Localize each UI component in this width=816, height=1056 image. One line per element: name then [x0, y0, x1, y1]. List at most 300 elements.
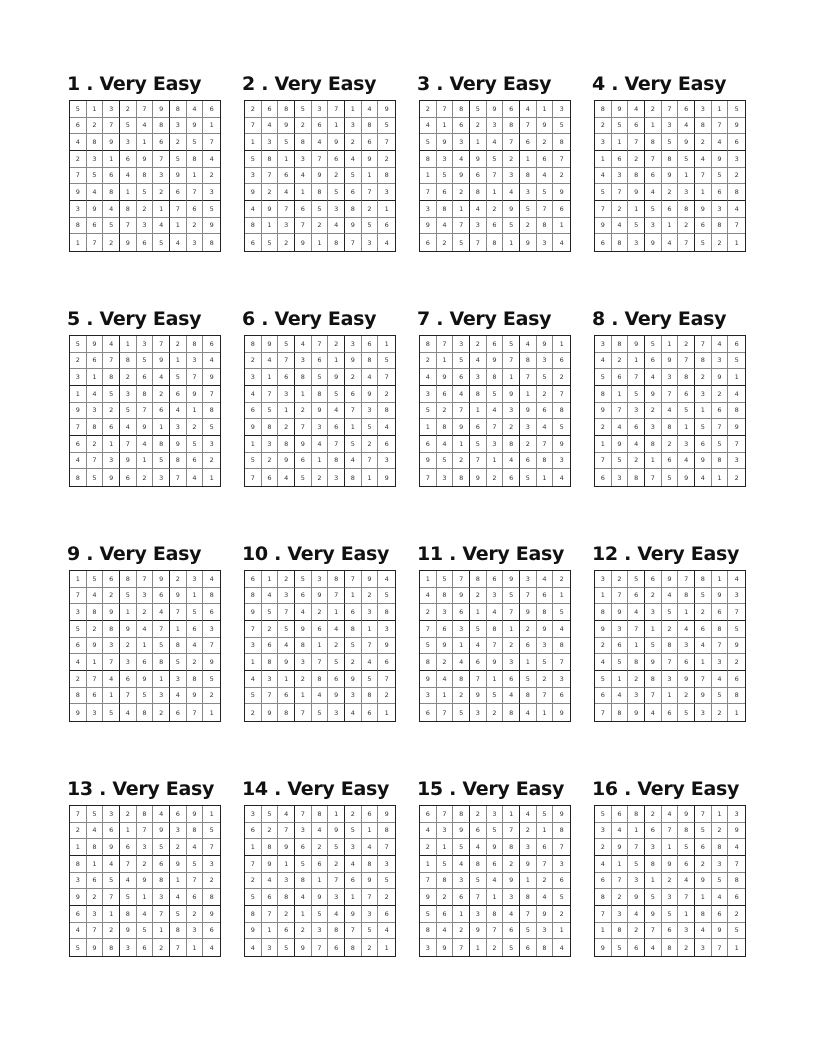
sudoku-cell: 4: [537, 889, 554, 906]
sudoku-cell: 8: [487, 234, 504, 251]
sudoku-cell: 9: [312, 889, 329, 906]
sudoku-cell: 6: [470, 168, 487, 185]
sudoku-cell: 4: [487, 134, 504, 151]
sudoku-cell: 4: [453, 386, 470, 403]
sudoku-cell: 5: [470, 873, 487, 890]
sudoku-cell: 1: [137, 134, 154, 151]
sudoku-cell: 3: [362, 906, 379, 923]
sudoku-cell: 3: [553, 453, 570, 470]
sudoku-cell: 2: [70, 671, 87, 688]
sudoku-cell: 6: [662, 704, 679, 721]
sudoku-cell: 8: [87, 604, 104, 621]
sudoku-cell: 7: [612, 403, 629, 420]
sudoku-cell: 8: [537, 218, 554, 235]
sudoku-cell: 6: [120, 839, 137, 856]
sudoku-grid: [419, 570, 571, 722]
sudoku-cell: 2: [245, 353, 262, 370]
sudoku-cell: 4: [470, 353, 487, 370]
sudoku-cell: 6: [695, 621, 712, 638]
sudoku-cell: 1: [87, 856, 104, 873]
sudoku-grid: [69, 100, 221, 252]
sudoku-cell: 6: [712, 906, 729, 923]
sudoku-cell: 9: [612, 101, 629, 118]
sudoku-cell: 5: [170, 369, 187, 386]
sudoku-cell: 3: [712, 201, 729, 218]
sudoku-cell: 7: [712, 118, 729, 135]
sudoku-cell: 8: [645, 671, 662, 688]
sudoku-cell: 9: [245, 419, 262, 436]
sudoku-cell: 9: [470, 688, 487, 705]
sudoku-cell: 6: [345, 184, 362, 201]
sudoku-cell: 2: [712, 704, 729, 721]
sudoku-cell: 2: [328, 168, 345, 185]
sudoku-cell: 9: [384, 473, 389, 482]
sudoku-cell: 7: [728, 856, 745, 873]
sudoku-cell: 2: [503, 151, 520, 168]
sudoku-cell: 6: [378, 436, 395, 453]
sudoku-cell: 4: [662, 806, 679, 823]
sudoku-cell: 4: [378, 923, 395, 940]
sudoku-cell: 6: [437, 621, 454, 638]
sudoku-cell: 4: [245, 201, 262, 218]
sudoku-cell: 3: [470, 906, 487, 923]
sudoku-cell: 8: [612, 336, 629, 353]
sudoku-cell: 8: [378, 823, 395, 840]
sudoku-cell: 7: [553, 151, 570, 168]
sudoku-cell: 2: [553, 369, 570, 386]
sudoku-cell: 3: [203, 184, 220, 201]
sudoku-cell: 5: [295, 571, 312, 588]
sudoku-cell: 8: [595, 604, 612, 621]
sudoku-cell: 5: [87, 168, 104, 185]
sudoku-cell: 6: [278, 369, 295, 386]
sudoku-cell: 5: [503, 939, 520, 956]
sudoku-cell: 7: [137, 571, 154, 588]
sudoku-cell: 9: [70, 184, 87, 201]
sudoku-cell: 3: [262, 671, 279, 688]
sudoku-cell: 7: [362, 184, 379, 201]
sudoku-cell: 1: [153, 201, 170, 218]
sudoku-cell: 3: [645, 218, 662, 235]
sudoku-cell: 2: [470, 336, 487, 353]
sudoku-cell: 4: [420, 369, 437, 386]
sudoku-cell: 3: [312, 419, 329, 436]
sudoku-cell: 5: [187, 436, 204, 453]
sudoku-cell: 5: [362, 419, 379, 436]
sudoku-cell: 3: [378, 621, 395, 638]
sudoku-cell: 1: [153, 671, 170, 688]
sudoku-cell: 7: [437, 336, 454, 353]
sudoku-cell: 4: [628, 906, 645, 923]
sudoku-cell: 4: [728, 201, 745, 218]
sudoku-cell: 6: [312, 621, 329, 638]
sudoku-grid: [244, 805, 396, 957]
sudoku-cell: 9: [695, 453, 712, 470]
sudoku-cell: 9: [87, 638, 104, 655]
sudoku-cell: 4: [678, 873, 695, 890]
sudoku-cell: 2: [328, 336, 345, 353]
sudoku-cell: 1: [170, 353, 187, 370]
sudoku-cell: 4: [728, 571, 745, 588]
sudoku-cell: 9: [487, 101, 504, 118]
sudoku-cell: 8: [103, 939, 120, 956]
sudoku-cell: 1: [695, 184, 712, 201]
sudoku-cell: 4: [728, 386, 745, 403]
sudoku-cell: 7: [695, 168, 712, 185]
sudoku-cell: 6: [595, 873, 612, 890]
sudoku-cell: 5: [120, 889, 137, 906]
sudoku-cell: 7: [420, 184, 437, 201]
sudoku-cell: 6: [595, 234, 612, 251]
sudoku-cell: 5: [170, 654, 187, 671]
sudoku-cell: 4: [595, 353, 612, 370]
sudoku-cell: 8: [453, 671, 470, 688]
sudoku-cell: 7: [262, 688, 279, 705]
sudoku-cell: 6: [712, 184, 729, 201]
sudoku-cell: 5: [420, 134, 437, 151]
sudoku-cell: 3: [437, 604, 454, 621]
sudoku-cell: 4: [312, 823, 329, 840]
sudoku-cell: 2: [203, 453, 220, 470]
sudoku-cell: 8: [487, 369, 504, 386]
sudoku-cell: 8: [437, 873, 454, 890]
sudoku-cell: 3: [245, 806, 262, 823]
sudoku-cell: 1: [420, 168, 437, 185]
sudoku-cell: 8: [70, 688, 87, 705]
sudoku-cell: 5: [378, 873, 395, 890]
sudoku-cell: 6: [712, 604, 729, 621]
sudoku-cell: 6: [728, 336, 745, 353]
sudoku-cell: 7: [245, 856, 262, 873]
sudoku-cell: 7: [595, 704, 612, 721]
sudoku-cell: 4: [70, 654, 87, 671]
sudoku-cell: 6: [187, 453, 204, 470]
sudoku-cell: 3: [503, 168, 520, 185]
sudoku-cell: 2: [245, 704, 262, 721]
sudoku-cell: 2: [645, 403, 662, 420]
sudoku-cell: 8: [262, 151, 279, 168]
sudoku-cell: 9: [559, 708, 564, 717]
sudoku-cell: 8: [695, 571, 712, 588]
sudoku-cell: 8: [537, 604, 554, 621]
sudoku-cell: 1: [645, 621, 662, 638]
sudoku-cell: 6: [245, 571, 262, 588]
sudoku-cell: 7: [487, 419, 504, 436]
sudoku-cell: 9: [645, 234, 662, 251]
sudoku-cell: 3: [537, 353, 554, 370]
sudoku-cell: 6: [612, 369, 629, 386]
sudoku-cell: 9: [520, 856, 537, 873]
sudoku-cell: 4: [487, 873, 504, 890]
sudoku-cell: 6: [612, 151, 629, 168]
sudoku-cell: 3: [695, 101, 712, 118]
sudoku-cell: 6: [537, 839, 554, 856]
sudoku-cell: 2: [734, 473, 739, 482]
sudoku-cell: 2: [120, 806, 137, 823]
sudoku-cell: 6: [487, 571, 504, 588]
sudoku-cell: 2: [87, 889, 104, 906]
sudoku-cell: 5: [628, 571, 645, 588]
sudoku-cell: 7: [187, 369, 204, 386]
sudoku-cell: 9: [278, 118, 295, 135]
sudoku-cell: 2: [595, 839, 612, 856]
sudoku-cell: 3: [470, 218, 487, 235]
sudoku-cell: 4: [328, 218, 345, 235]
sudoku-cell: 7: [295, 806, 312, 823]
sudoku-cell: 9: [262, 336, 279, 353]
sudoku-cell: 1: [345, 588, 362, 605]
sudoku-cell: 1: [537, 101, 554, 118]
sudoku-cell: 3: [170, 419, 187, 436]
sudoku-cell: 7: [378, 839, 395, 856]
sudoku-cell: 9: [553, 436, 570, 453]
sudoku-cell: 8: [328, 923, 345, 940]
sudoku-cell: 2: [437, 234, 454, 251]
sudoku-cell: 6: [187, 201, 204, 218]
sudoku-cell: 4: [103, 336, 120, 353]
sudoku-cell: 3: [595, 571, 612, 588]
sudoku-cell: 8: [87, 134, 104, 151]
sudoku-cell: 1: [520, 873, 537, 890]
sudoku-cell: 9: [120, 234, 137, 251]
sudoku-cell: 9: [245, 184, 262, 201]
sudoku-cell: 4: [203, 353, 220, 370]
sudoku-grid: [594, 570, 746, 722]
sudoku-cell: 7: [120, 856, 137, 873]
sudoku-cell: 7: [278, 604, 295, 621]
sudoku-cell: 8: [328, 453, 345, 470]
sudoku-cell: 1: [120, 604, 137, 621]
sudoku-cell: 3: [70, 369, 87, 386]
sudoku-cell: 9: [103, 839, 120, 856]
sudoku-cell: 6: [487, 856, 504, 873]
sudoku-cell: 2: [470, 588, 487, 605]
sudoku-cell: 2: [153, 386, 170, 403]
sudoku-cell: 8: [645, 134, 662, 151]
sudoku-cell: 1: [712, 101, 729, 118]
sudoku-cell: 9: [362, 151, 379, 168]
sudoku-cell: 9: [345, 671, 362, 688]
sudoku-cell: 5: [245, 453, 262, 470]
sudoku-cell: 9: [453, 419, 470, 436]
sudoku-cell: 9: [295, 234, 312, 251]
sudoku-cell: 3: [553, 101, 570, 118]
sudoku-cell: 3: [278, 588, 295, 605]
sudoku-cell: 2: [520, 823, 537, 840]
sudoku-cell: 6: [362, 336, 379, 353]
sudoku-cell: 8: [362, 688, 379, 705]
sudoku-cell: 1: [209, 473, 214, 482]
sudoku-cell: 5: [187, 604, 204, 621]
sudoku-cell: 9: [595, 403, 612, 420]
sudoku-cell: 4: [437, 671, 454, 688]
sudoku-cell: 3: [537, 234, 554, 251]
sudoku-cell: 2: [437, 403, 454, 420]
sudoku-cell: 8: [470, 386, 487, 403]
sudoku-cell: 7: [362, 889, 379, 906]
sudoku-cell: 3: [187, 923, 204, 940]
sudoku-cell: 2: [503, 419, 520, 436]
sudoku-cell: 4: [378, 571, 395, 588]
sudoku-cell: 9: [203, 906, 220, 923]
sudoku-cell: 3: [295, 823, 312, 840]
sudoku-cell: 8: [612, 923, 629, 940]
sudoku-cell: 8: [645, 436, 662, 453]
sudoku-cell: 6: [645, 571, 662, 588]
sudoku-cell: 2: [628, 923, 645, 940]
sudoku-cell: 2: [153, 704, 170, 721]
sudoku-cell: 3: [295, 353, 312, 370]
sudoku-cell: 7: [137, 101, 154, 118]
sudoku-cell: 2: [103, 403, 120, 420]
sudoku-cell: 5: [645, 201, 662, 218]
sudoku-cell: 9: [170, 588, 187, 605]
sudoku-cell: 1: [595, 151, 612, 168]
sudoku-cell: 5: [420, 638, 437, 655]
sudoku-cell: 5: [262, 806, 279, 823]
sudoku-cell: 6: [420, 436, 437, 453]
sudoku-cell: 3: [595, 134, 612, 151]
sudoku-cell: 2: [137, 856, 154, 873]
sudoku-cell: 6: [153, 134, 170, 151]
sudoku-cell: 8: [520, 168, 537, 185]
sudoku-cell: 7: [487, 923, 504, 940]
sudoku-cell: 6: [470, 654, 487, 671]
sudoku-cell: 6: [645, 168, 662, 185]
sudoku-cell: 9: [728, 823, 745, 840]
sudoku-cell: 6: [328, 671, 345, 688]
sudoku-cell: 3: [662, 889, 679, 906]
sudoku-cell: 7: [295, 704, 312, 721]
sudoku-cell: 2: [712, 234, 729, 251]
sudoku-cell: 3: [420, 939, 437, 956]
sudoku-cell: 5: [487, 688, 504, 705]
sudoku-cell: 5: [662, 134, 679, 151]
sudoku-cell: 8: [628, 806, 645, 823]
sudoku-cell: 1: [170, 218, 187, 235]
sudoku-cell: 2: [695, 134, 712, 151]
sudoku-cell: 7: [695, 806, 712, 823]
sudoku-cell: 2: [612, 571, 629, 588]
sudoku-cell: 4: [695, 469, 712, 486]
sudoku-cell: 6: [712, 403, 729, 420]
sudoku-cell: 7: [328, 873, 345, 890]
sudoku-cell: 1: [712, 571, 729, 588]
sudoku-cell: 8: [153, 436, 170, 453]
sudoku-grid: [69, 805, 221, 957]
sudoku-cell: 9: [120, 923, 137, 940]
sudoku-cell: 9: [378, 101, 395, 118]
sudoku-cell: 5: [553, 604, 570, 621]
sudoku-cell: 5: [678, 839, 695, 856]
sudoku-cell: 2: [595, 118, 612, 135]
sudoku-cell: 5: [503, 336, 520, 353]
sudoku-cell: 3: [712, 856, 729, 873]
sudoku-cell: 8: [187, 671, 204, 688]
sudoku-cell: 3: [712, 353, 729, 370]
sudoku-cell: 5: [437, 856, 454, 873]
sudoku-cell: 2: [312, 218, 329, 235]
sudoku-cell: 6: [678, 101, 695, 118]
sudoku-cell: 3: [103, 638, 120, 655]
sudoku-cell: 3: [245, 168, 262, 185]
sudoku-cell: 9: [503, 386, 520, 403]
sudoku-cell: 5: [662, 906, 679, 923]
sudoku-cell: 9: [712, 151, 729, 168]
puzzle-title: 6 . Very Easy: [242, 308, 377, 330]
sudoku-cell: 1: [662, 218, 679, 235]
sudoku-cell: 6: [678, 386, 695, 403]
sudoku-cell: 2: [103, 234, 120, 251]
sudoku-cell: 6: [170, 184, 187, 201]
sudoku-cell: 3: [695, 939, 712, 956]
sudoku-cell: 4: [362, 369, 379, 386]
sudoku-cell: 8: [595, 386, 612, 403]
sudoku-cell: 1: [645, 118, 662, 135]
puzzle-title: 12 . Very Easy: [592, 543, 740, 565]
sudoku-cell: 3: [153, 469, 170, 486]
sudoku-cell: 5: [378, 588, 395, 605]
sudoku-cell: 8: [453, 101, 470, 118]
sudoku-cell: 8: [278, 704, 295, 721]
sudoku-cell: 7: [70, 806, 87, 823]
sudoku-cell: 2: [453, 688, 470, 705]
sudoku-cell: 2: [595, 638, 612, 655]
sudoku-cell: 8: [362, 856, 379, 873]
sudoku-cell: 5: [678, 704, 695, 721]
sudoku-cell: 5: [103, 704, 120, 721]
sudoku-cell: 9: [153, 353, 170, 370]
sudoku-cell: 1: [120, 184, 137, 201]
sudoku-cell: 4: [295, 889, 312, 906]
sudoku-cell: 1: [262, 369, 279, 386]
sudoku-cell: 6: [278, 688, 295, 705]
sudoku-cell: 8: [362, 353, 379, 370]
sudoku-cell: 5: [378, 118, 395, 135]
sudoku-cell: 5: [262, 403, 279, 420]
sudoku-cell: 3: [678, 638, 695, 655]
sudoku-cell: 5: [70, 621, 87, 638]
sudoku-cell: 6: [70, 436, 87, 453]
sudoku-cell: 3: [628, 873, 645, 890]
sudoku-cell: 7: [295, 419, 312, 436]
sudoku-cell: 1: [262, 571, 279, 588]
sudoku-cell: 9: [203, 369, 220, 386]
sudoku-cell: 2: [170, 336, 187, 353]
sudoku-cell: 4: [628, 604, 645, 621]
sudoku-cell: 3: [453, 873, 470, 890]
sudoku-cell: 8: [628, 654, 645, 671]
sudoku-cell: 7: [295, 218, 312, 235]
sudoku-cell: 1: [70, 839, 87, 856]
sudoku-cell: 8: [728, 403, 745, 420]
sudoku-cell: 3: [312, 923, 329, 940]
sudoku-cell: 7: [553, 386, 570, 403]
sudoku-cell: 1: [734, 238, 739, 247]
sudoku-cell: 9: [520, 604, 537, 621]
sudoku-cell: 4: [170, 889, 187, 906]
sudoku-cell: 7: [728, 436, 745, 453]
sudoku-cell: 2: [553, 571, 570, 588]
sudoku-cell: 2: [595, 419, 612, 436]
sudoku-cell: 3: [612, 168, 629, 185]
sudoku-cell: 4: [595, 168, 612, 185]
sudoku-cell: 3: [245, 369, 262, 386]
sudoku-cell: 9: [295, 436, 312, 453]
sudoku-cell: 1: [470, 604, 487, 621]
sudoku-cell: 4: [245, 386, 262, 403]
sudoku-grid: [594, 805, 746, 957]
